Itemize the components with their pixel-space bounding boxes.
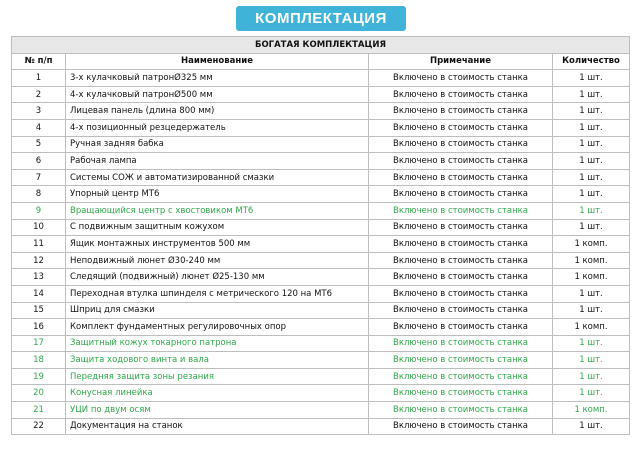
cell-qty: 1 комп.: [553, 319, 630, 336]
cell-name: Ручная задняя бабка: [66, 136, 369, 153]
cell-name: Защитный кожух токарного патрона: [66, 335, 369, 352]
cell-qty: 1 шт.: [553, 70, 630, 87]
table-row: [12, 236, 630, 253]
table-row: [12, 285, 630, 302]
cell-name: 3-х кулачковый патронØ325 мм: [66, 70, 369, 87]
cell-num: 6: [12, 153, 66, 170]
cell-num: 18: [12, 352, 66, 369]
cell-qty: 1 шт.: [553, 119, 630, 136]
cell-qty: 1 комп.: [553, 269, 630, 286]
cell-num: 11: [12, 236, 66, 253]
cell-note: Включено в стоимость станка: [369, 269, 553, 286]
cell-note: Включено в стоимость станка: [369, 219, 553, 236]
cell-name: Упорный центр МТ6: [66, 186, 369, 203]
table-row: [12, 70, 630, 87]
cell-name: Комплект фундаментных регулировочных опор: [66, 319, 369, 336]
section-banner: [236, 6, 406, 31]
table-row: [12, 153, 630, 170]
table-row: [12, 319, 630, 336]
cell-note: Включено в стоимость станка: [369, 335, 553, 352]
cell-qty: 1 шт.: [553, 202, 630, 219]
cell-num: 15: [12, 302, 66, 319]
cell-qty: 1 шт.: [553, 153, 630, 170]
cell-num: 22: [12, 418, 66, 435]
cell-qty: 1 шт.: [553, 219, 630, 236]
cell-qty: 1 шт.: [553, 136, 630, 153]
cell-num: 10: [12, 219, 66, 236]
cell-qty: 1 шт.: [553, 86, 630, 103]
cell-num: 4: [12, 119, 66, 136]
cell-note: Включено в стоимость станка: [369, 285, 553, 302]
table-body: [12, 70, 630, 435]
cell-num: 8: [12, 186, 66, 203]
cell-num: 16: [12, 319, 66, 336]
cell-num: 20: [12, 385, 66, 402]
cell-qty: 1 шт.: [553, 352, 630, 369]
table-row: [12, 368, 630, 385]
cell-note: Включено в стоимость станка: [369, 236, 553, 253]
cell-num: 17: [12, 335, 66, 352]
cell-note: Включено в стоимость станка: [369, 352, 553, 369]
cell-name: С подвижным защитным кожухом: [66, 219, 369, 236]
table-row: [12, 103, 630, 120]
cell-name: Переходная втулка шпинделя с метрического 120 на МТ6: [66, 285, 369, 302]
cell-qty: 1 шт.: [553, 169, 630, 186]
cell-note: Включено в стоимость станка: [369, 70, 553, 87]
cell-name: 4-х кулачковый патронØ500 мм: [66, 86, 369, 103]
cell-note: Включено в стоимость станка: [369, 103, 553, 120]
cell-num: 1: [12, 70, 66, 87]
cell-note: Включено в стоимость станка: [369, 302, 553, 319]
cell-num: 2: [12, 86, 66, 103]
cell-num: 19: [12, 368, 66, 385]
cell-num: 3: [12, 103, 66, 120]
cell-note: Включено в стоимость станка: [369, 136, 553, 153]
banner-title: КОМПЛЕКТАЦИЯ: [255, 10, 387, 27]
header-note: Примечание: [369, 53, 553, 70]
cell-name: Передняя защита зоны резания: [66, 368, 369, 385]
cell-name: Системы СОЖ и автоматизированной смазки: [66, 169, 369, 186]
cell-note: Включено в стоимость станка: [369, 385, 553, 402]
cell-qty: 1 шт.: [553, 186, 630, 203]
table-row: [12, 385, 630, 402]
cell-name: 4-х позиционный резцедержатель: [66, 119, 369, 136]
cell-qty: 1 комп.: [553, 252, 630, 269]
table-row: [12, 119, 630, 136]
cell-note: Включено в стоимость станка: [369, 202, 553, 219]
cell-name: Неподвижный люнет Ø30-240 мм: [66, 252, 369, 269]
cell-name: Документация на станок: [66, 418, 369, 435]
cell-name: Конусная линейка: [66, 385, 369, 402]
table-row: [12, 402, 630, 419]
cell-note: Включено в стоимость станка: [369, 86, 553, 103]
table-row: [12, 202, 630, 219]
table-row: [12, 219, 630, 236]
cell-name: Следящий (подвижный) люнет Ø25-130 мм: [66, 269, 369, 286]
cell-name: Лицевая панель (длина 800 мм): [66, 103, 369, 120]
cell-note: Включено в стоимость станка: [369, 119, 553, 136]
cell-name: Рабочая лампа: [66, 153, 369, 170]
cell-qty: 1 шт.: [553, 103, 630, 120]
cell-qty: 1 шт.: [553, 385, 630, 402]
cell-num: 5: [12, 136, 66, 153]
cell-note: Включено в стоимость станка: [369, 153, 553, 170]
header-num: № п/п: [12, 53, 66, 70]
cell-name: Шприц для смазки: [66, 302, 369, 319]
table-row: [12, 418, 630, 435]
cell-note: Включено в стоимость станка: [369, 252, 553, 269]
cell-name: УЦИ по двум осям: [66, 402, 369, 419]
cell-num: 14: [12, 285, 66, 302]
cell-qty: 1 шт.: [553, 368, 630, 385]
cell-num: 12: [12, 252, 66, 269]
cell-qty: 1 комп.: [553, 236, 630, 253]
cell-num: 13: [12, 269, 66, 286]
cell-num: 7: [12, 169, 66, 186]
cell-name: Ящик монтажных инструментов 500 мм: [66, 236, 369, 253]
cell-qty: 1 шт.: [553, 285, 630, 302]
cell-num: 21: [12, 402, 66, 419]
cell-note: Включено в стоимость станка: [369, 169, 553, 186]
cell-note: Включено в стоимость станка: [369, 368, 553, 385]
cell-qty: 1 шт.: [553, 302, 630, 319]
table-row: [12, 252, 630, 269]
table-row: [12, 186, 630, 203]
table-row: [12, 169, 630, 186]
cell-note: Включено в стоимость станка: [369, 402, 553, 419]
cell-name: Защита ходового винта и вала: [66, 352, 369, 369]
table-row: [12, 335, 630, 352]
cell-note: Включено в стоимость станка: [369, 418, 553, 435]
cell-name: Вращающийся центр с хвостовиком МТ6: [66, 202, 369, 219]
header-name: Наименование: [66, 53, 369, 70]
cell-num: 9: [12, 202, 66, 219]
cell-qty: 1 комп.: [553, 402, 630, 419]
cell-note: Включено в стоимость станка: [369, 186, 553, 203]
table-row: [12, 269, 630, 286]
cell-note: Включено в стоимость станка: [369, 319, 553, 336]
table-row: [12, 302, 630, 319]
table-row: [12, 86, 630, 103]
table-row: [12, 352, 630, 369]
cell-qty: 1 шт.: [553, 418, 630, 435]
header-qty: Количество: [553, 53, 630, 70]
cell-qty: 1 шт.: [553, 335, 630, 352]
table-row: [12, 136, 630, 153]
group-title: БОГАТАЯ КОМПЛЕКТАЦИЯ: [12, 37, 630, 54]
equipment-table: [11, 36, 630, 435]
